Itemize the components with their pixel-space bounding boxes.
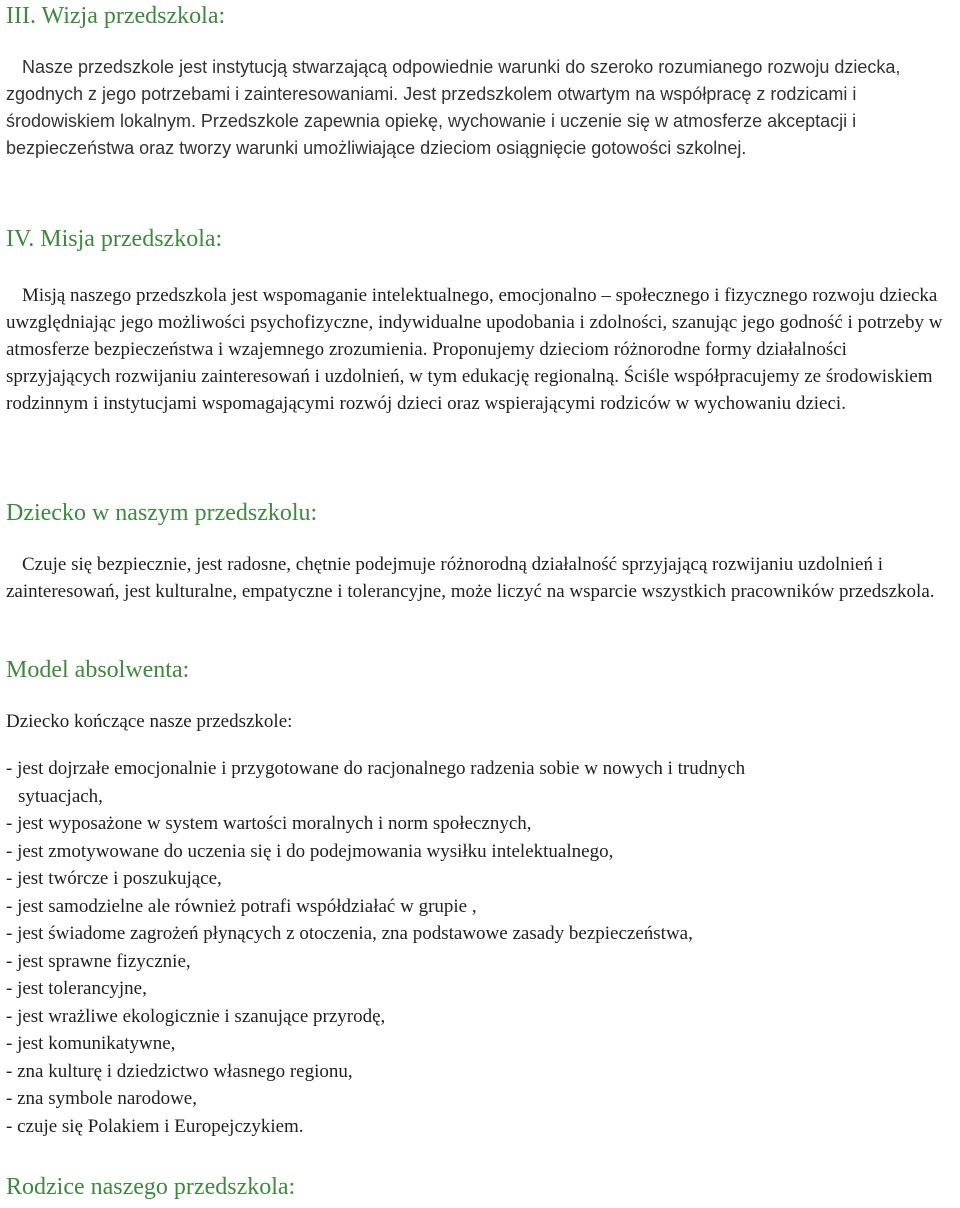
list-item: - czuje się Polakiem i Europejczykiem.	[6, 1115, 304, 1137]
mission-paragraph: Misją naszego przedszkola jest wspomaganie intelektualnego, emocjonalno – społecznego i fizycznego rozwoju dziecka uwzględniając jego możliwości psychofizyczne, indywidualne upodobania i zdolności, szanując jego godność i potrzeby w atmosferze bezpieczeństwa i wzajemnego zrozumienia. Proponujemy dzieciom różnorodne formy działalności sprzyjających rozwijaniu zainteresowań i uzdolnień, w tym edukację regionalną. Ściśle współpracujemy ze środowiskiem rodzinnym i instytucjami wspomagającymi rozwój dzieci oraz wspierającymi rodziców w wychowaniu dzieci.	[6, 285, 943, 414]
list-item: - jest tolerancyjne,	[6, 978, 147, 999]
section-title-child: Dziecko w naszym przedszkolu:	[6, 500, 318, 526]
list-item: - zna symbole narodowe,	[6, 1088, 197, 1109]
graduate-list	[6, 755, 954, 1140]
vision-text-sans-2: Przedszkole zapewnia opiekę, wychowanie i uczenie się w atmosferze akceptacji i bezpieczeństwa oraz tworzy warunki umożliwiające dzieciom osiągnięcie gotowości szkolnej.	[6, 111, 857, 158]
child-paragraph: Czuje się bezpiecznie, jest radosne, chętnie podejmuje różnorodną działalność sprzyjającą rozwijaniu uzdolnień i zainteresowań, jest kulturalne, empatyczne i tolerancyjne, może liczyć na wsparcie wszystkich pracowników przedszkola.	[6, 554, 935, 602]
section-title-vision: III. Wizja przedszkola:	[6, 3, 226, 29]
list-item-text: - jest dojrzałe emocjonalnie i przygotowane do racjonalnego radzenia sobie w nowych i trudnych	[6, 758, 746, 779]
section-title-parents: Rodzice naszego przedszkola:	[6, 1174, 296, 1200]
vision-text-sans: Nasze przedszkole jest instytucją stwarzającą odpowiednie warunki do szeroko rozumianego rozwoju dziecka, zgodnych z jego potrzebami i zainteresowaniami. Jest przedszkolem otwartym na współpracę z rodzicami i środowiskiem lokalnym.	[6, 57, 901, 131]
graduate-intro: Dziecko kończące nasze przedszkole:	[6, 711, 293, 732]
list-item: - jest wrażliwe ekologicznie i szanujące przyrodę,	[6, 1005, 386, 1027]
list-item: - zna kulturę i dziedzictwo własnego regionu,	[6, 1060, 353, 1082]
list-item: - jest samodzielne ale również potrafi współdziałać w grupie ,	[6, 895, 477, 917]
list-item: - jest sprawne fizycznie,	[6, 950, 191, 972]
list-item: - jest twórcze i poszukujące,	[6, 868, 222, 889]
section-title-graduate: Model absolwenta:	[6, 657, 190, 683]
list-item: - jest zmotywowane do uczenia się i do podejmowania wysiłku intelektualnego,	[6, 840, 614, 862]
list-item-continuation: sytuacjach,	[18, 785, 103, 807]
vision-paragraph	[6, 54, 954, 162]
list-item: - jest wyposażone w system wartości moralnych i norm społecznych,	[6, 813, 532, 834]
list-item: - jest komunikatywne,	[6, 1033, 176, 1054]
list-item: - jest świadome zagrożeń płynących z otoczenia, zna podstawowe zasady bezpieczeństwa,	[6, 923, 693, 944]
list-item	[6, 755, 954, 810]
section-title-mission: IV. Misja przedszkola:	[6, 226, 223, 252]
